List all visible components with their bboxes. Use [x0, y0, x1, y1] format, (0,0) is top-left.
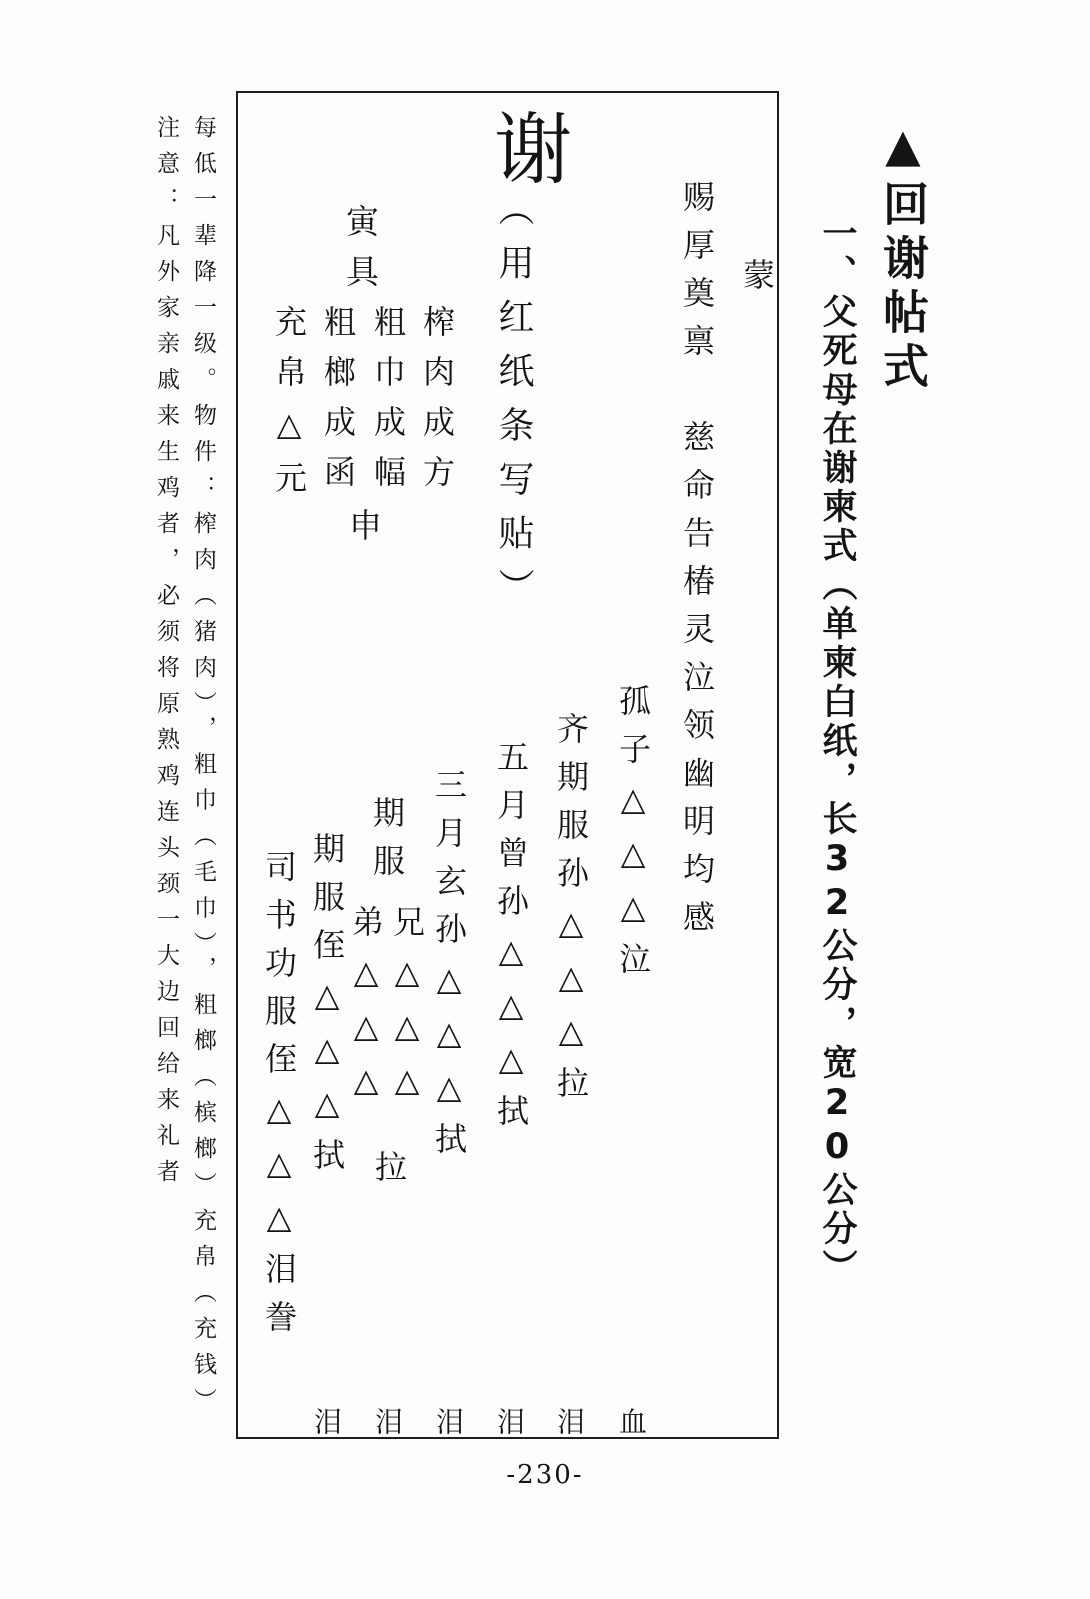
mourner-grandson: 齐期服孙△△△拉 — [552, 712, 590, 1114]
mourner-great-grandson-tail: 泪 — [493, 1407, 526, 1435]
annotation-line-2: 注意：凡外家亲戚来生鸡者，必须将原熟鸡连头颈一大边回给来礼者 — [153, 115, 179, 1195]
gift-item-pork: 榨肉成方 — [418, 305, 456, 505]
mourner-brothers-tail: 泪 — [371, 1407, 404, 1435]
paper-note: （用红纸条写贴） — [493, 190, 534, 622]
mourner-lone-son-tail: 血 — [615, 1407, 648, 1435]
mourner-younger-brother: 弟△△△ — [347, 905, 385, 1115]
gift-item-betel: 粗榔成函 — [319, 305, 357, 505]
card-shen: 申 — [344, 508, 383, 558]
gift-item-money: 充帛△元 — [270, 305, 308, 511]
page-number: -230- — [506, 1460, 584, 1490]
card-title-xie: 谢 — [481, 108, 571, 186]
mourner-brothers-verb: 拉 — [370, 1150, 408, 1198]
mourner-scribe: 司书功服侄△△△泪誊 — [260, 850, 298, 1348]
mourner-elder-brother: 兄△△△ — [388, 905, 426, 1115]
section-subtitle: 一、父死母在谢柬式（单柬白纸，长32公分，宽20公分） — [817, 215, 857, 1288]
mourner-brothers-title: 期服 — [368, 796, 406, 892]
mourner-nephew: 期服侄△△△拭 — [308, 832, 346, 1186]
card-yin-ju: 寅具 — [341, 204, 380, 304]
mourner-nephew-tail: 泪 — [310, 1407, 343, 1435]
mourner-lone-son: 孤子△△△泣 — [614, 684, 652, 990]
mourner-great-grandson: 五月曾孙△△△拭 — [492, 740, 530, 1142]
mourner-great-great-grandson: 三月玄孙△△△拭 — [430, 768, 468, 1170]
gift-item-towel: 粗巾成幅 — [369, 305, 407, 505]
card-ci-line: 赐厚奠禀 慈命告椿灵泣领幽明均感 — [678, 180, 716, 948]
section-title: ▲回谢帖式 — [876, 118, 930, 396]
card-meng: 蒙 — [738, 258, 776, 306]
mourner-great-great-grandson-tail: 泪 — [432, 1407, 465, 1435]
annotation-line-1: 每低一辈降一级。物件：榨肉（猪肉），粗巾（毛巾），粗榔（槟榔）充帛（充钱） — [190, 115, 216, 1424]
mourner-grandson-tail: 泪 — [553, 1407, 586, 1435]
